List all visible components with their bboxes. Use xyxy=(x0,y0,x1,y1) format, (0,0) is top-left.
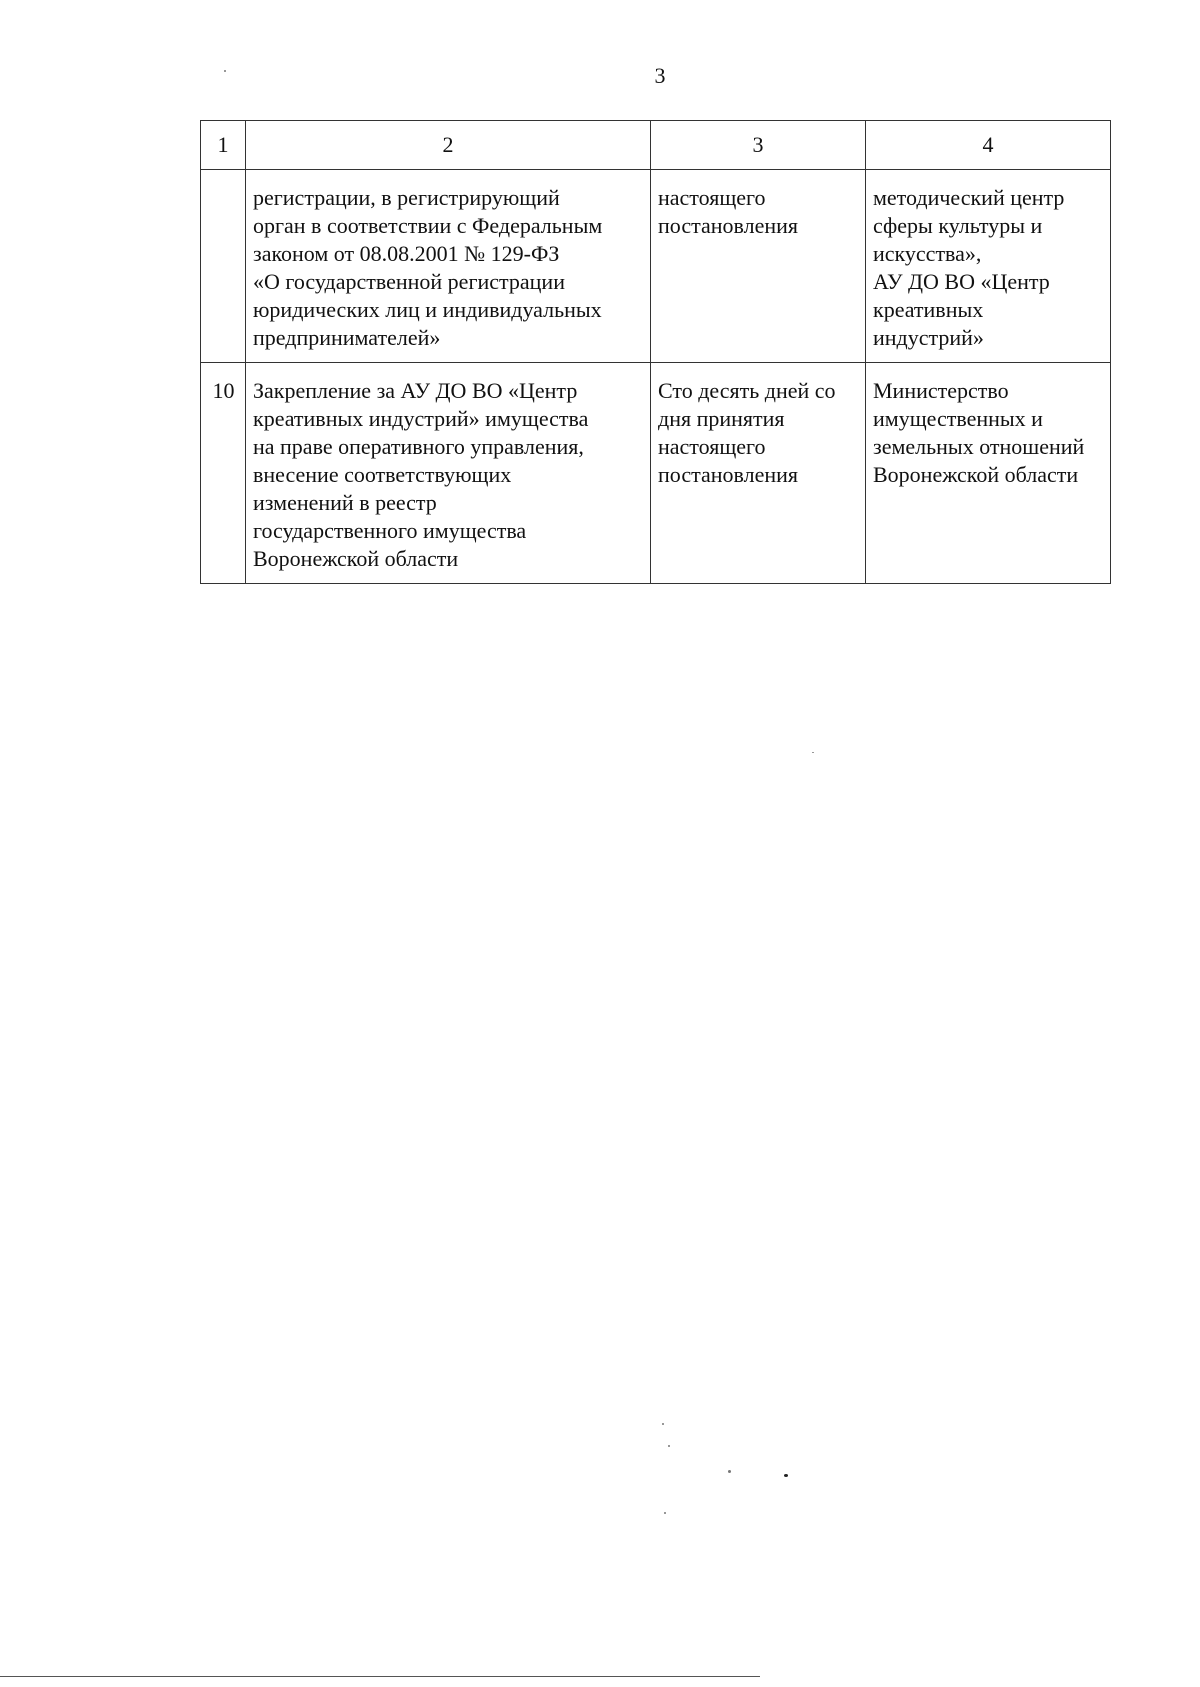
measures-table xyxy=(200,120,1111,584)
scan-speck xyxy=(224,70,226,72)
scan-speck xyxy=(664,1512,666,1514)
table-header-row xyxy=(201,121,1111,170)
table-row xyxy=(201,170,1111,363)
scan-speck xyxy=(728,1470,731,1473)
header-cell-4: 4 xyxy=(866,121,1111,170)
responsible-cell: Министерство имущественных и земельных отношений Воронежской области xyxy=(866,363,1111,584)
scan-speck xyxy=(812,752,814,753)
bottom-scan-line xyxy=(0,1676,760,1677)
action-cell: Закрепление за АУ ДО ВО «Центр креативных индустрий» имущества на праве оперативного управления, внесение соответствующих изменений в реестр государственного имущества Воронежской области xyxy=(246,363,651,584)
page-number: 3 xyxy=(654,63,666,88)
header-cell-2: 2 xyxy=(246,121,651,170)
header-cell-1: 1 xyxy=(201,121,246,170)
row-number: 10 xyxy=(201,363,246,584)
term-cell: Сто десять дней со дня принятия настоящего постановления xyxy=(651,363,866,584)
term-cell: настоящего постановления xyxy=(651,170,866,363)
scan-speck xyxy=(668,1445,670,1447)
scan-speck xyxy=(662,1423,664,1425)
responsible-cell: методический центр сферы культуры и искусства», АУ ДО ВО «Центр креативных индустрий» xyxy=(866,170,1111,363)
scan-speck xyxy=(784,1474,788,1477)
row-number xyxy=(201,170,246,363)
header-cell-3: 3 xyxy=(651,121,866,170)
table-row xyxy=(201,363,1111,584)
action-cell: регистрации, в регистрирующий орган в соответствии с Федеральным законом от 08.08.2001 № 129-ФЗ «О государственной регистрации юридических лиц и индивидуальных предпринимателей» xyxy=(246,170,651,363)
